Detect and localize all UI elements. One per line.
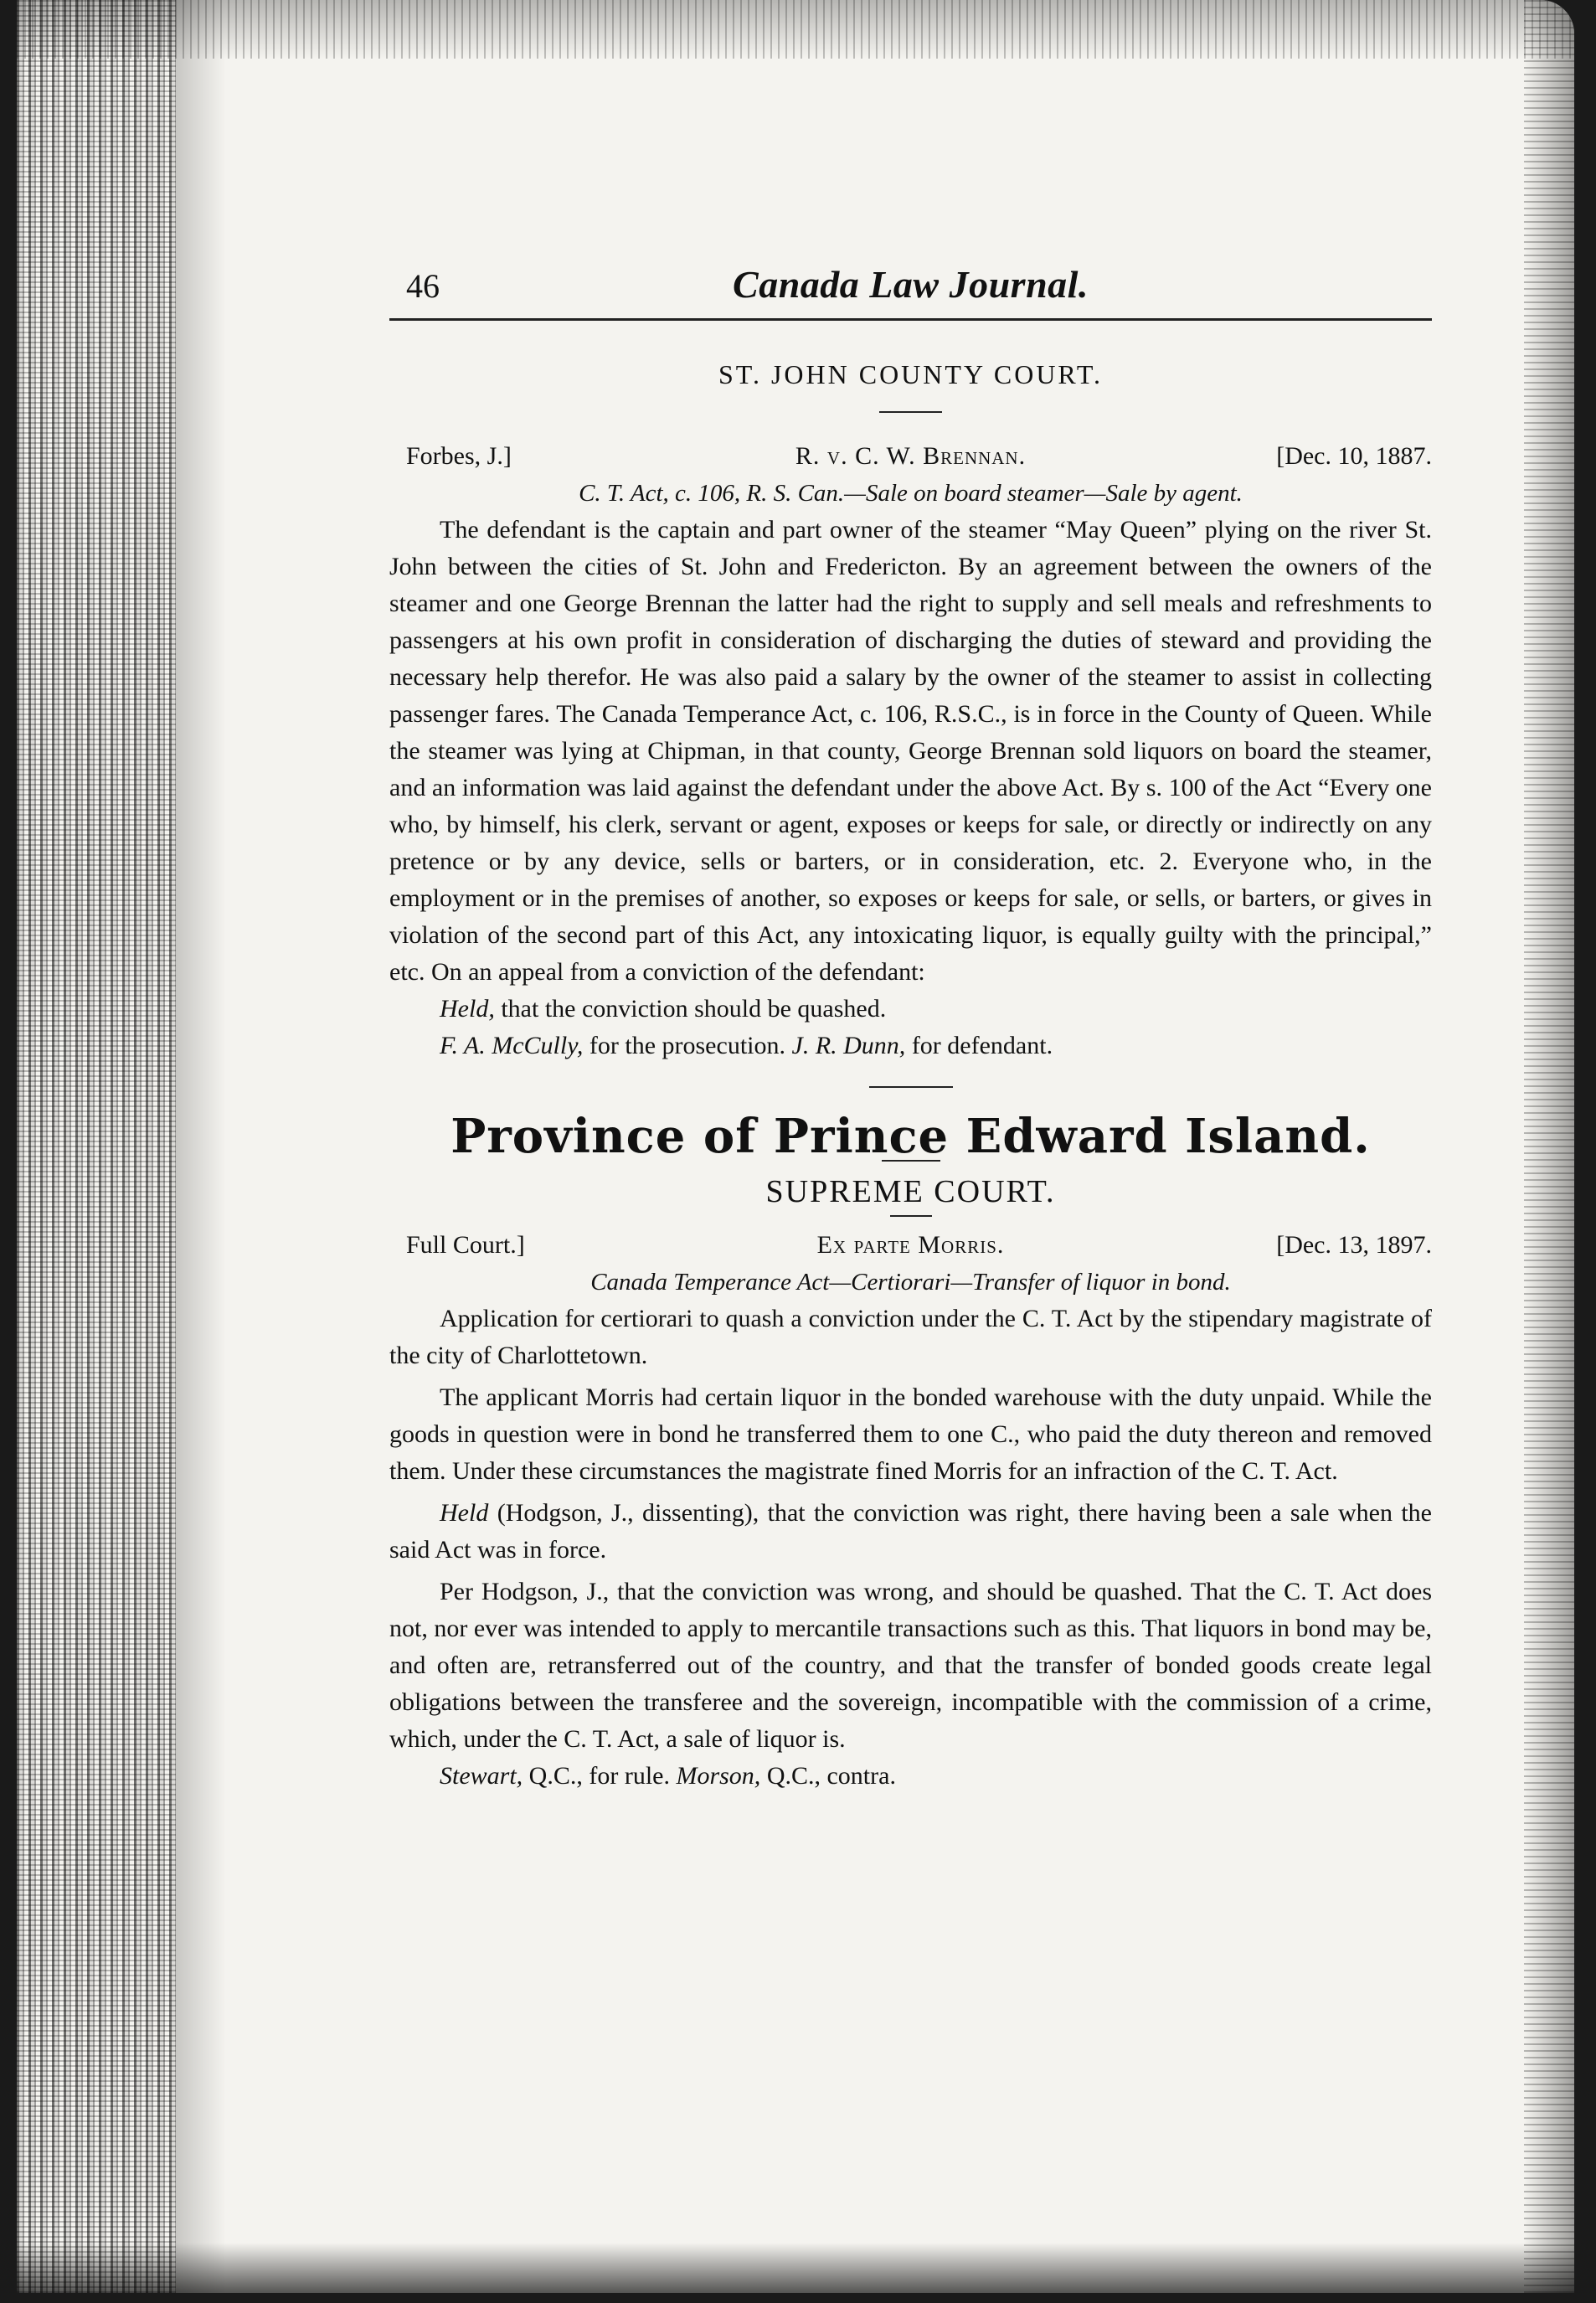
counsel-name: J. R. Dunn, — [791, 1032, 906, 1059]
held-paragraph — [389, 1495, 1432, 1569]
catchline: C. T. Act, c. 106, R. S. Can.—Sale on board steamer—Sale by agent. — [579, 480, 1243, 507]
counsel-role: Q.C., for rule. — [523, 1762, 677, 1790]
binding-shadow — [176, 0, 226, 2293]
paragraph: The applicant Morris had certain liquor in the bonded warehouse with the duty unpaid. While the goods in question were in bond he transferred them to one C., who paid the duty thereon and removed them. Under these circumstances the magistrate fined Morris for an infraction of the C. T. Act. — [389, 1383, 1432, 1485]
court-heading-st-john: ST. JOHN COUNTY COURT. — [718, 359, 1104, 389]
paragraph: Application for certiorari to quash a conviction under the C. T. Act by the stipendary magistrate of the city of Charlottetown. — [389, 1305, 1432, 1369]
page-number: 46 — [406, 267, 440, 305]
case-name: R. v. C. W. Brennan. — [795, 442, 1027, 470]
scanned-page — [17, 0, 1574, 2293]
case-name: Ex parte Morris. — [816, 1231, 1005, 1259]
counsel-line — [389, 1758, 1432, 1795]
dissent-paragraph: Per Hodgson, J., that the conviction was wrong, and should be quashed. That the C. T. Act does not, nor ever was intended to apply to mercantile transactions such as this. That liquors in bond may be, and often are, retransferred out of the country, and that the transfer of bonded goods create legal obligations between the transferee and the sovereign, incompatible with the commission of a crime, which, under the C. T. Act, a sale of liquor is. — [389, 1578, 1432, 1753]
counsel-role: for the prosecution. — [583, 1032, 792, 1059]
held-text: (Hodgson, J., dissenting), that the conviction was right, there having been a sale when the said Act was in force. — [389, 1499, 1432, 1564]
judge-name: Forbes, J.] — [406, 442, 512, 470]
page-text-column — [389, 263, 1432, 1795]
divider — [890, 1215, 932, 1217]
catchline: Canada Temperance Act—Certiorari—Transfer of liquor in bond. — [590, 1269, 1231, 1296]
province-heading: Province of Prince Edward Island. — [450, 1109, 1371, 1164]
held-label: Held, — [440, 995, 495, 1023]
case-body: The defendant is the captain and part owner of the steamer “May Queen” plying on the river St. John between the cities of St. John and Fredericton. By an agreement between the owners of the steamer and one George Brennan the latter had the right to supply and sell meals and refreshments to passengers at his own profit in consideration of discharging the duties of steward and providing the necessary help therefor. He was also paid a salary by the owner of the steamer to assist in collecting passenger fares. The Canada Temperance Act, c. 106, R.S.C., is in force in the County of Queen. While the steamer was lying at Chipman, in that county, George Brennan sold liquors on board the steamer, and an information was laid against the defendant under the above Act. By s. 100 of the Act “Every one who, by himself, his clerk, servant or agent, exposes or keeps for sale, or directly or indirectly on any pretence or by any device, sells or barters, or in consideration, etc. 2. Everyone who, in the employment or in the premises of another, so exposes or keeps for sale, or sells, or barters, or gives in violation of the second part of this Act, any intoxicating liquor, is equally guilty with the principal,” etc. On an appeal from a conviction of the defendant: — [389, 516, 1432, 986]
case-header — [389, 438, 1432, 475]
held-label: Held — [440, 1499, 489, 1527]
counsel-line — [389, 1028, 1432, 1064]
case-date: [Dec. 10, 1887. — [1276, 442, 1432, 470]
divider — [879, 411, 942, 413]
counsel-role: for defendant. — [905, 1032, 1053, 1059]
binding-edge — [17, 0, 176, 2293]
divider — [869, 1086, 953, 1088]
case-header — [389, 1227, 1432, 1264]
judge-name: Full Court.] — [406, 1231, 525, 1259]
counsel-role: Q.C., contra. — [760, 1762, 896, 1790]
case-date: [Dec. 13, 1897. — [1276, 1231, 1432, 1259]
held-text: that the conviction should be quashed. — [494, 995, 887, 1023]
journal-title: Canada Law Journal. — [733, 263, 1089, 306]
held-paragraph — [389, 991, 1432, 1028]
counsel-name: F. A. McCully, — [440, 1032, 584, 1059]
court-heading-supreme: SUPREME COURT. — [765, 1174, 1056, 1209]
counsel-name: Stewart, — [440, 1762, 523, 1790]
counsel-name: Morson, — [676, 1762, 761, 1790]
right-page-edge — [1524, 0, 1574, 2293]
running-head — [389, 263, 1432, 321]
bottom-page-edge — [17, 2243, 1574, 2293]
top-page-edge — [17, 0, 1574, 59]
